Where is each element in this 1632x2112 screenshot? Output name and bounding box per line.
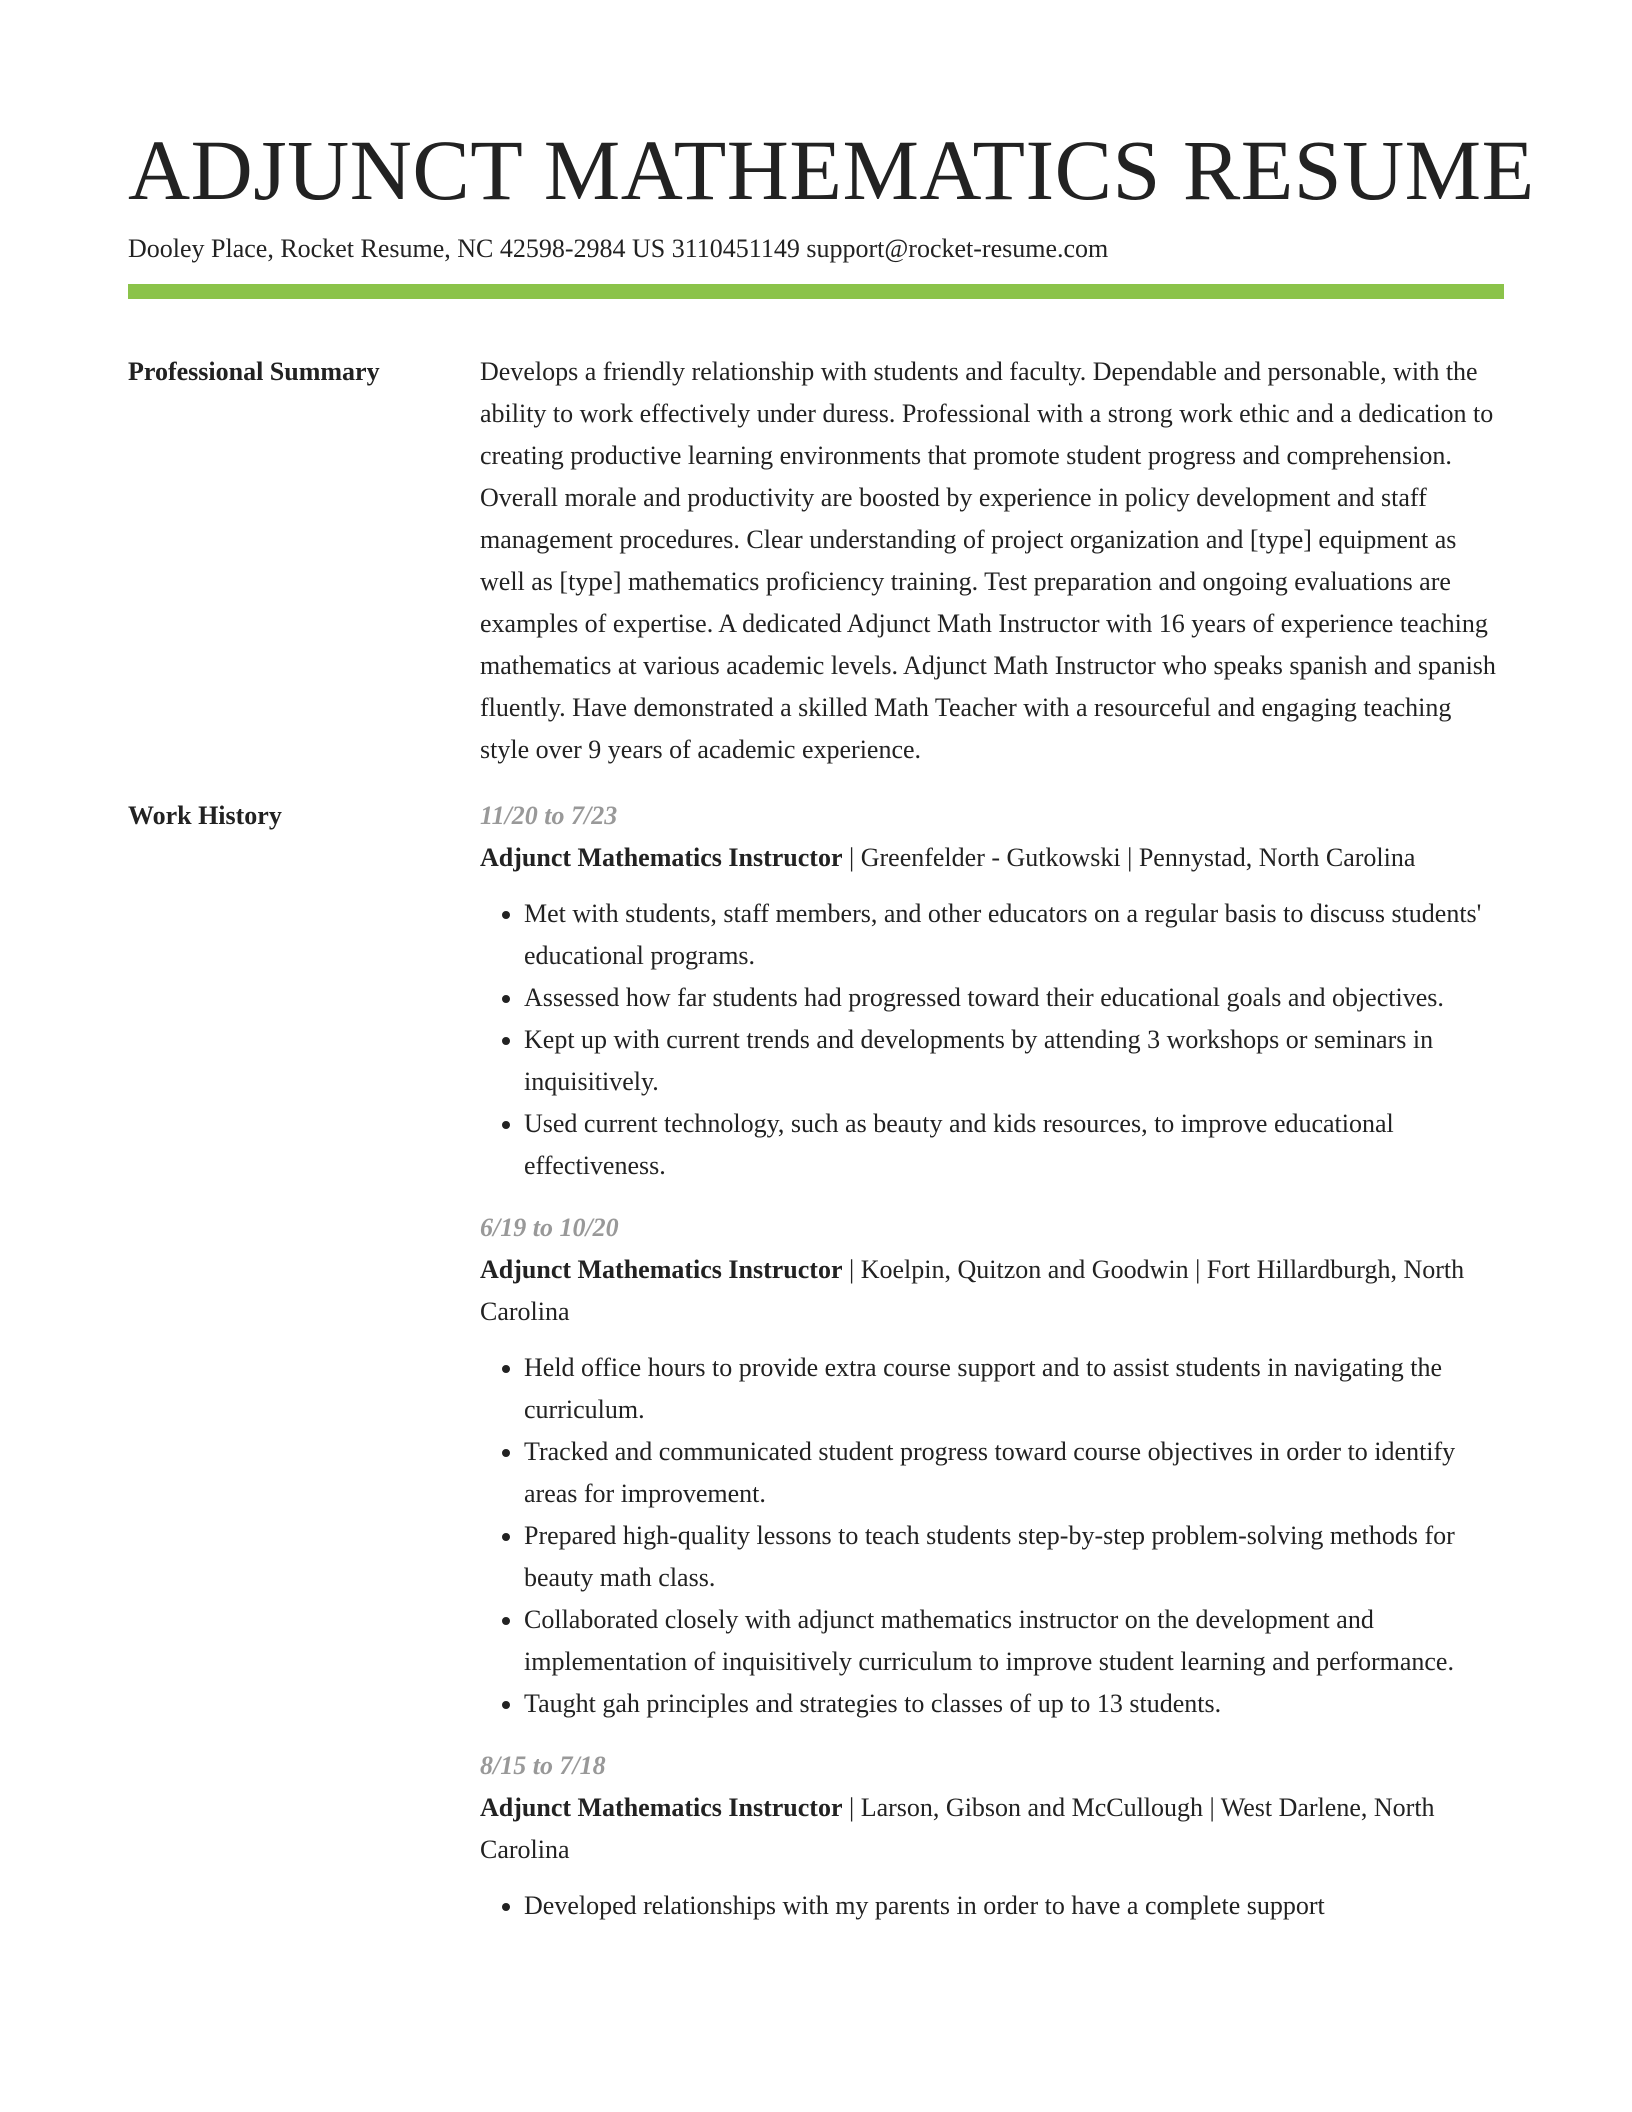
job-heading: [480, 837, 1504, 879]
job-title: Adjunct Mathematics Instructor: [480, 843, 843, 872]
job-bullet: • Held office hours to provide extra course support and to assist students in navigating the curriculum.: [524, 1347, 1504, 1431]
job-details: | Greenfelder - Gutkowski | Pennystad, North Carolina: [842, 843, 1416, 872]
job-bullet: • Taught gah principles and strategies to classes of up to 13 students.: [524, 1683, 1504, 1725]
job-bullet: • Used current technology, such as beauty and kids resources, to improve educational effectiveness.: [524, 1103, 1504, 1187]
job-details: | Koelpin, Quitzon and Goodwin | Fort Hillardburgh, North Carolina: [480, 1255, 1465, 1326]
work-history-heading: Work History: [128, 801, 282, 830]
summary-text: Develops a friendly relationship with students and faculty. Dependable and personable, with the ability to work effectively under duress. Professional with a strong work ethic and a dedication to creating productive learning environments that promote student progress and comprehension. Overall morale and productivity are boosted by experience in policy development and staff management procedures. Clear understanding of project organization and [type] equipment as well as [type] mathematics proficiency training. Test preparation and ongoing evaluations are examples of expertise. A dedicated Adjunct Math Instructor with 16 years of experience teaching mathematics at various academic levels. Adjunct Math Instructor who speaks spanish and spanish fluently. Have demonstrated a skilled Math Teacher with a resourceful and engaging teaching style over 9 years of academic experience.: [480, 357, 1496, 764]
job-heading: [480, 1787, 1504, 1871]
job-dates: 6/19 to 10/20: [480, 1213, 619, 1242]
job-details: | Larson, Gibson and McCullough | West Darlene, North Carolina: [480, 1793, 1435, 1864]
job-bullets: [480, 1347, 1504, 1725]
job-bullet: • Tracked and communicated student progress toward course objectives in order to identify areas for improvement.: [524, 1431, 1504, 1515]
work-history-section: [128, 795, 1504, 1947]
job-entry: [480, 1207, 1504, 1725]
job-bullet: • Assessed how far students had progressed toward their educational goals and objectives.: [524, 977, 1504, 1019]
job-title: Adjunct Mathematics Instructor: [480, 1793, 843, 1822]
summary-body: [480, 351, 1504, 771]
job-bullets: [480, 893, 1504, 1187]
contact-address: Dooley Place, Rocket Resume, NC 42598-2984 US: [128, 234, 666, 263]
job-bullet: • Prepared high-quality lessons to teach students step-by-step problem-solving methods for beauty math class.: [524, 1515, 1504, 1599]
job-bullets: [480, 1885, 1504, 1927]
work-history-body: [480, 795, 1504, 1947]
resume-page: [128, 120, 1535, 1947]
job-bullet: • Developed relationships with my parents in order to have a complete support: [524, 1885, 1504, 1927]
job-bullet: • Kept up with current trends and developments by attending 3 workshops or seminars in inquisitively.: [524, 1019, 1504, 1103]
job-dates: 11/20 to 7/23: [480, 801, 618, 830]
header-divider: [128, 284, 1504, 299]
job-title: Adjunct Mathematics Instructor: [480, 1255, 843, 1284]
resume-title: ADJUNCT MATHEMATICS RESUME: [128, 122, 1535, 218]
contact-email: support@rocket-resume.com: [806, 234, 1109, 263]
job-bullet: • Collaborated closely with adjunct mathematics instructor on the development and implementation of inquisitively curriculum to improve student learning and performance.: [524, 1599, 1504, 1683]
job-entry: [480, 795, 1504, 1187]
contact-phone: 3110451149: [671, 234, 800, 263]
summary-section: [128, 351, 1504, 771]
job-entry: [480, 1745, 1504, 1927]
job-bullet: • Met with students, staff members, and other educators on a regular basis to discuss students' educational programs.: [524, 893, 1504, 977]
summary-heading: Professional Summary: [128, 357, 380, 386]
contact-line: [128, 232, 1504, 266]
job-dates: 8/15 to 7/18: [480, 1751, 606, 1780]
job-heading: [480, 1249, 1504, 1333]
